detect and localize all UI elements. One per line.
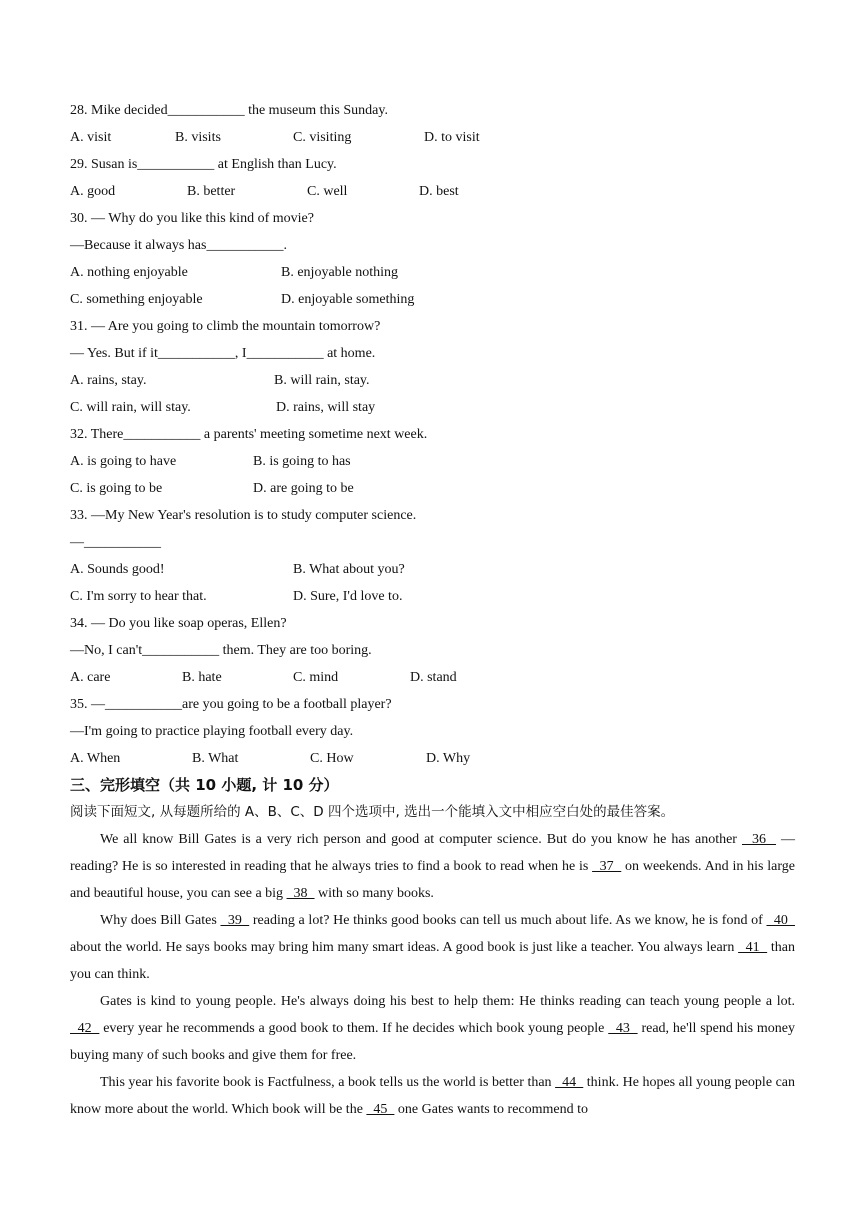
question-29-stem: 29. Susan is___________ at English than Lucy. — [70, 157, 337, 172]
option-a[interactable]: A. care — [70, 670, 111, 685]
passage-paragraph-3: Gates is kind to young people. He's always doing his best to help them: He thinks reading can teach young people a lot. 42 every year he recommends a good book to them. If he decides which book young people 43 read, he'll spend his money buying many of such books and give them for free. — [70, 994, 796, 1063]
blank-42[interactable]: 42 — [70, 1021, 100, 1036]
option-a[interactable]: A. nothing enjoyable — [70, 265, 188, 280]
question-31-options-row2 — [70, 394, 795, 421]
option-b[interactable]: B. enjoyable nothing — [281, 265, 399, 280]
section-heading: 三、完形填空（共 10 小题, 计 10 分） — [70, 776, 339, 794]
blank-40[interactable]: 40 — [766, 913, 796, 928]
option-b[interactable]: B. What about you? — [293, 562, 405, 577]
question-32-stem: 32. There___________ a parents' meeting sometime next week. — [70, 427, 428, 442]
option-b[interactable]: B. will rain, stay. — [274, 373, 370, 388]
question-33-stem: 33. —My New Year's resolution is to study computer science. — [70, 508, 417, 523]
option-a[interactable]: A. is going to have — [70, 454, 177, 469]
option-d[interactable]: D. stand — [410, 670, 457, 685]
blank-41[interactable]: 41 — [738, 940, 768, 955]
option-d[interactable]: D. enjoyable something — [281, 292, 415, 307]
question-33-options-row1 — [70, 556, 795, 583]
option-a[interactable]: A. When — [70, 751, 121, 766]
question-31-options-row1 — [70, 367, 795, 394]
option-a[interactable]: A. Sounds good! — [70, 562, 165, 577]
option-c[interactable]: C. something enjoyable — [70, 292, 203, 307]
question-35-answer-line: —I'm going to practice playing football every day. — [70, 724, 354, 739]
question-28-stem: 28. Mike decided___________ the museum this Sunday. — [70, 103, 388, 118]
blank-38[interactable]: 38 — [286, 886, 315, 901]
question-34-answer-line: —No, I can't___________ them. They are too boring. — [70, 643, 372, 658]
option-d[interactable]: D. to visit — [424, 130, 480, 145]
question-30-options-row1 — [70, 259, 795, 286]
question-34-stem: 34. — Do you like soap operas, Ellen? — [70, 616, 287, 631]
option-b[interactable]: B. What — [192, 751, 239, 766]
question-35-stem: 35. —___________are you going to be a football player? — [70, 697, 392, 712]
option-a[interactable]: A. good — [70, 184, 116, 199]
passage-paragraph-2: Why does Bill Gates 39 reading a lot? He thinks good books can tell us much about life. As we know, he is fond of 40 about the world. He says books may bring him many smart ideas. A good book is just like a teacher. You always learn 41 than you can think. — [70, 913, 796, 982]
option-a[interactable]: A. rains, stay. — [70, 373, 147, 388]
question-33-options-row2 — [70, 583, 795, 610]
question-31-stem: 31. — Are you going to climb the mountain tomorrow? — [70, 319, 381, 334]
blank-43[interactable]: 43 — [608, 1021, 638, 1036]
question-30-options-row2 — [70, 286, 795, 313]
passage-paragraph-1: We all know Bill Gates is a very rich person and good at computer science. But do you know he has another 36 —reading? He is so interested in reading that he always tries to find a book to read when he is 37 on weekends. And in his large and beautiful house, you can see a big 38 with so many books. — [70, 832, 796, 901]
cloze-passage — [70, 826, 795, 1123]
question-32-options-row2 — [70, 475, 795, 502]
option-d[interactable]: D. Sure, I'd love to. — [293, 589, 403, 604]
blank-36[interactable]: 36 — [741, 832, 777, 847]
option-b[interactable]: B. hate — [182, 670, 222, 685]
question-30-stem: 30. — Why do you like this kind of movie? — [70, 211, 314, 226]
question-35-options — [70, 745, 795, 772]
question-31-answer-line: — Yes. But if it___________, I___________ at home. — [70, 346, 376, 361]
question-33-answer-line: —___________ — [70, 535, 161, 550]
option-c[interactable]: C. well — [307, 184, 348, 199]
option-d[interactable]: D. Why — [426, 751, 471, 766]
passage-paragraph-4: This year his favorite book is Factfulness, a book tells us the world is better than 44 think. He hopes all young people can know more about the world. Which book will be the 45 one Gates wants to recommend to — [70, 1075, 796, 1117]
blank-44[interactable]: 44 — [555, 1075, 584, 1090]
option-c[interactable]: C. How — [310, 751, 354, 766]
question-30-answer-line: —Because it always has___________. — [70, 238, 287, 253]
option-d[interactable]: D. rains, will stay — [276, 400, 376, 415]
blank-37[interactable]: 37 — [592, 859, 622, 874]
document-page — [70, 97, 795, 1123]
option-b[interactable]: B. better — [187, 184, 236, 199]
question-28-options — [70, 124, 795, 151]
option-b[interactable]: B. is going to has — [253, 454, 351, 469]
option-c[interactable]: C. is going to be — [70, 481, 163, 496]
option-d[interactable]: D. are going to be — [253, 481, 354, 496]
question-34-options — [70, 664, 795, 691]
option-c[interactable]: C. visiting — [293, 130, 352, 145]
option-c[interactable]: C. will rain, will stay. — [70, 400, 191, 415]
question-32-options-row1 — [70, 448, 795, 475]
option-c[interactable]: C. I'm sorry to hear that. — [70, 589, 207, 604]
section-instruction: 阅读下面短文, 从每题所给的 A、B、C、D 四个选项中, 选出一个能填入文中相应空白处的最佳答案。 — [70, 804, 675, 820]
option-d[interactable]: D. best — [419, 184, 459, 199]
option-b[interactable]: B. visits — [175, 130, 221, 145]
blank-39[interactable]: 39 — [220, 913, 250, 928]
question-29-options — [70, 178, 795, 205]
option-a[interactable]: A. visit — [70, 130, 112, 145]
blank-45[interactable]: 45 — [366, 1102, 395, 1117]
option-c[interactable]: C. mind — [293, 670, 339, 685]
